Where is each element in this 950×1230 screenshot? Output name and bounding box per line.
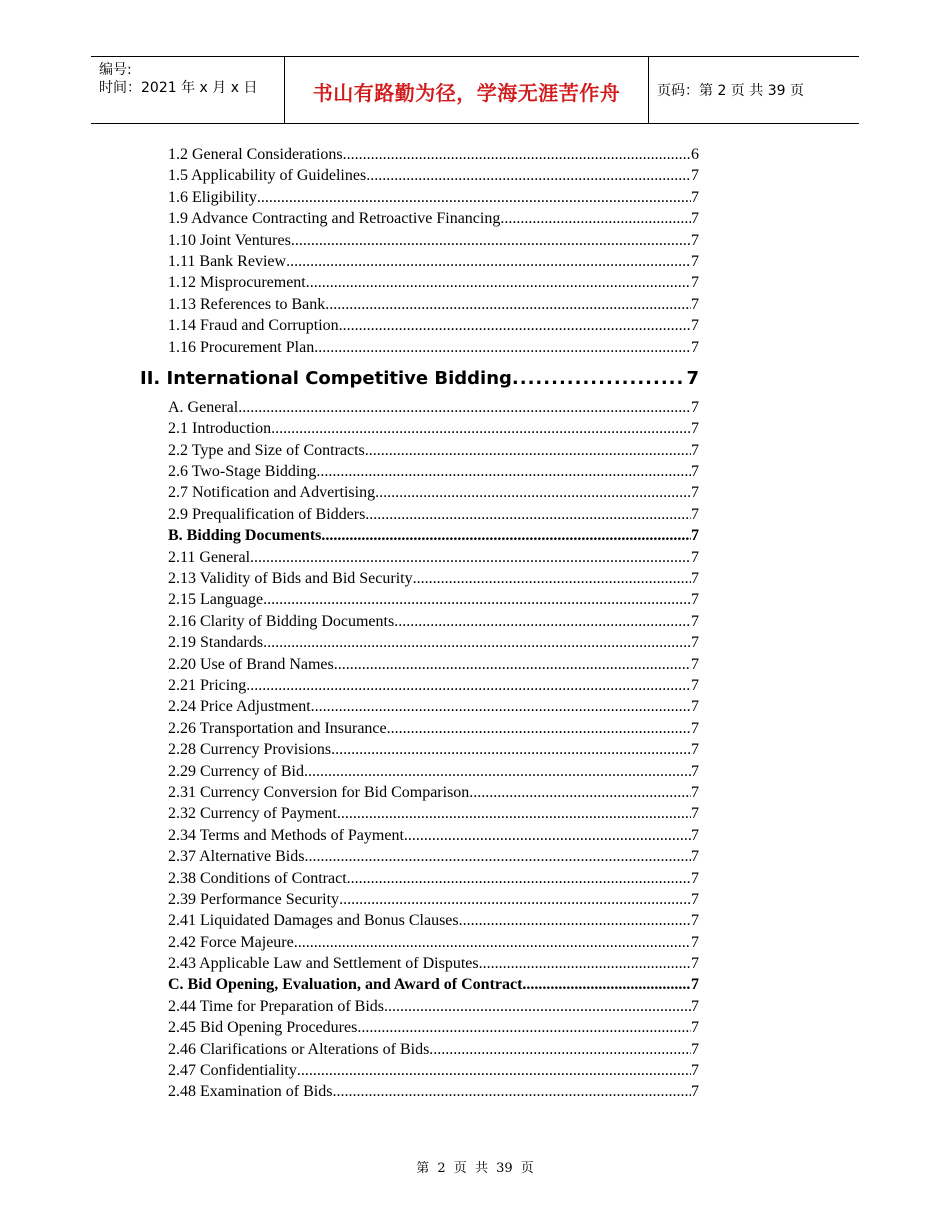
footer-page-word: 页: [453, 1161, 467, 1176]
toc-entry-page: 7: [691, 634, 699, 652]
toc-dot-leader: [366, 165, 691, 186]
footer-total-word: 共: [474, 1161, 488, 1176]
toc-dot-leader: [250, 547, 691, 568]
toc-entry[interactable]: [168, 718, 699, 739]
toc-dot-leader: [257, 187, 691, 208]
toc-entry[interactable]: [168, 337, 699, 358]
toc-dot-leader: [316, 461, 691, 482]
toc-dot-leader: [357, 1017, 691, 1038]
toc-entry[interactable]: [168, 315, 699, 336]
toc-entry-page: 7: [691, 420, 699, 438]
footer-current-page: 2: [437, 1161, 446, 1176]
toc-entry-title: 2.2 Type and Size of Contracts: [168, 441, 365, 459]
toc-entry[interactable]: [140, 364, 699, 394]
toc-entry-title: 2.43 Applicable Law and Settlement of Disputes: [168, 955, 479, 973]
toc-entry-title: 2.44 Time for Preparation of Bids: [168, 997, 384, 1015]
toc-entry[interactable]: [168, 825, 699, 846]
toc-entry[interactable]: [168, 397, 699, 418]
page-footer: [0, 1157, 950, 1176]
toc-entry[interactable]: [168, 632, 699, 653]
toc-entry-page: 7: [691, 1019, 699, 1037]
toc-entry-title: 2.39 Performance Security: [168, 890, 340, 908]
toc-entry-page: 7: [691, 274, 699, 292]
toc-entry-page: 7: [691, 676, 699, 694]
toc-dot-leader: [263, 632, 691, 653]
toc-entry[interactable]: [168, 1017, 699, 1038]
toc-entry-page: 7: [691, 655, 699, 673]
toc-dot-leader: [294, 932, 691, 953]
toc-entry[interactable]: [168, 482, 699, 503]
toc-entry-page: 7: [691, 338, 699, 356]
toc-dot-leader: [387, 718, 691, 739]
toc-entry-title: 2.16 Clarity of Bidding Documents: [168, 612, 395, 630]
toc-entry-title: 2.38 Conditions of Contract: [168, 869, 347, 887]
toc-entry[interactable]: [168, 230, 699, 251]
footer-prefix: 第: [416, 1161, 430, 1176]
toc-entry-page: 7: [691, 548, 699, 566]
toc-entry-page: 7: [691, 591, 699, 609]
toc-entry-title: II. International Competitive Bidding: [140, 367, 512, 389]
toc-entry[interactable]: [168, 1039, 699, 1060]
toc-entry-page: 7: [691, 698, 699, 716]
toc-entry-page: 7: [691, 741, 699, 759]
toc-dot-leader: [365, 504, 691, 525]
toc-entry[interactable]: [168, 974, 699, 995]
toc-entry[interactable]: [168, 251, 699, 272]
toc-entry[interactable]: [168, 547, 699, 568]
toc-dot-leader: [337, 803, 691, 824]
header-motto: 书山有路勤为径，学海无涯苦作舟: [285, 57, 649, 123]
toc-dot-leader: [459, 910, 691, 931]
toc-entry-page: 7: [691, 826, 699, 844]
toc-dot-leader: [512, 364, 687, 394]
toc-entry-page: 7: [691, 805, 699, 823]
toc-entry-title: 1.9 Advance Contracting and Retroactive Financing: [168, 210, 501, 228]
toc-entry-page: 7: [691, 441, 699, 459]
toc-entry-page: 7: [691, 890, 699, 908]
toc-dot-leader: [304, 846, 691, 867]
toc-entry-page: 7: [691, 210, 699, 228]
toc-dot-leader: [384, 996, 691, 1017]
footer-suffix: 页: [520, 1161, 534, 1176]
toc-entry-page: 7: [691, 933, 699, 951]
toc-entry[interactable]: [168, 739, 699, 760]
toc-entry[interactable]: [168, 1081, 699, 1102]
toc-entry[interactable]: [168, 761, 699, 782]
toc-dot-leader: [413, 568, 691, 589]
toc-entry[interactable]: [168, 1060, 699, 1081]
toc-dot-leader: [314, 337, 691, 358]
toc-entry-title: 2.11 General: [168, 548, 251, 566]
toc-entry-page: 7: [691, 1040, 699, 1058]
toc-entry-page: 7: [691, 527, 699, 545]
time-label: 时间：2021 年 x 月 x 日: [99, 80, 258, 96]
toc-entry[interactable]: [168, 996, 699, 1017]
toc-dot-leader: [522, 974, 691, 995]
toc-dot-leader: [291, 230, 691, 251]
toc-dot-leader: [347, 868, 691, 889]
toc-entry-page: 7: [691, 762, 699, 780]
toc-entry[interactable]: [168, 525, 699, 546]
toc-entry[interactable]: [168, 568, 699, 589]
toc-entry-page: 7: [691, 955, 699, 973]
toc-entry[interactable]: [168, 654, 699, 675]
toc-dot-leader: [339, 315, 691, 336]
toc-dot-leader: [479, 953, 691, 974]
toc-entry[interactable]: [168, 461, 699, 482]
toc-entry-page: 7: [691, 869, 699, 887]
toc-entry[interactable]: [168, 696, 699, 717]
toc-entry[interactable]: [168, 272, 699, 293]
toc-entry-title: C. Bid Opening, Evaluation, and Award of Contract: [168, 976, 523, 994]
toc-entry-title: 1.2 General Considerations: [168, 146, 343, 163]
toc-entry-page: 7: [691, 317, 699, 335]
toc-entry-page: 7: [691, 912, 699, 930]
toc-entry-page: 7: [691, 976, 699, 994]
toc-dot-leader: [263, 589, 691, 610]
toc-dot-leader: [343, 144, 691, 165]
toc-entry-title: 2.41 Liquidated Damages and Bonus Clauses: [168, 912, 459, 930]
toc-entry-title: 2.45 Bid Opening Procedures: [168, 1019, 358, 1037]
toc-entry-title: 2.42 Force Majeure: [168, 933, 294, 951]
toc-entry-page: 7: [691, 612, 699, 630]
table-of-contents: [140, 144, 699, 1103]
toc-entry[interactable]: [168, 782, 699, 803]
toc-dot-leader: [394, 611, 691, 632]
toc-entry[interactable]: [168, 504, 699, 525]
toc-entry-page: 7: [691, 463, 699, 481]
toc-entry-title: 2.13 Validity of Bids and Bid Security: [168, 570, 413, 588]
toc-entry-page: 7: [691, 295, 699, 313]
toc-dot-leader: [311, 696, 691, 717]
toc-dot-leader: [246, 675, 691, 696]
toc-entry-title: 2.26 Transportation and Insurance: [168, 719, 387, 737]
toc-entry-title: 2.21 Pricing: [168, 676, 247, 694]
toc-dot-leader: [334, 654, 691, 675]
toc-entry-title: 2.47 Confidentiality: [168, 1062, 297, 1080]
toc-entry-title: 1.5 Applicability of Guidelines: [168, 167, 367, 185]
toc-dot-leader: [306, 272, 691, 293]
toc-entry-title: 2.1 Introduction: [168, 420, 272, 438]
toc-dot-leader: [404, 825, 691, 846]
toc-entry-title: 1.12 Misprocurement: [168, 274, 306, 292]
toc-entry[interactable]: [168, 144, 699, 165]
toc-dot-leader: [332, 1081, 691, 1102]
toc-entry-page: 7: [691, 848, 699, 866]
toc-entry-title: 2.6 Two-Stage Bidding: [168, 463, 317, 481]
toc-entry-title: 2.34 Terms and Methods of Payment: [168, 826, 404, 844]
toc-entry-page: 7: [691, 783, 699, 801]
toc-entry-title: 1.6 Eligibility: [168, 188, 257, 206]
header-meta: [91, 57, 285, 123]
toc-entry-title: 2.19 Standards: [168, 634, 264, 652]
toc-dot-leader: [321, 525, 691, 546]
toc-entry-page: 7: [691, 1062, 699, 1080]
toc-dot-leader: [297, 1060, 691, 1081]
toc-entry-page: 7: [691, 570, 699, 588]
toc-entry-title: 2.15 Language: [168, 591, 264, 609]
toc-entry-title: 2.32 Currency of Payment: [168, 805, 337, 823]
toc-entry[interactable]: [168, 910, 699, 931]
toc-entry-page: 7: [691, 398, 699, 416]
toc-dot-leader: [325, 294, 691, 315]
toc-dot-leader: [500, 208, 691, 229]
footer-total-pages: 39: [496, 1161, 513, 1176]
toc-dot-leader: [286, 251, 691, 272]
toc-entry[interactable]: [168, 208, 699, 229]
toc-dot-leader: [271, 418, 691, 439]
toc-entry[interactable]: [168, 803, 699, 824]
toc-entry[interactable]: [168, 953, 699, 974]
toc-dot-leader: [469, 782, 691, 803]
toc-entry-page: 7: [691, 252, 699, 270]
toc-entry-title: 1.10 Joint Ventures: [168, 231, 291, 249]
toc-entry-title: 1.14 Fraud and Corruption: [168, 317, 339, 335]
toc-entry[interactable]: [168, 932, 699, 953]
toc-dot-leader: [375, 482, 691, 503]
toc-entry-title: 2.28 Currency Provisions: [168, 741, 332, 759]
toc-entry-title: 2.46 Clarifications or Alterations of Bids: [168, 1040, 430, 1058]
toc-entry[interactable]: [168, 165, 699, 186]
toc-entry-page: 6: [691, 146, 699, 163]
page-header: [91, 56, 859, 124]
toc-dot-leader: [429, 1039, 691, 1060]
toc-entry[interactable]: [168, 868, 699, 889]
toc-entry-page: 7: [691, 997, 699, 1015]
toc-dot-leader: [304, 761, 691, 782]
toc-entry[interactable]: [168, 889, 699, 910]
toc-entry[interactable]: [168, 846, 699, 867]
toc-entry[interactable]: [168, 675, 699, 696]
code-label: 编号:: [99, 62, 132, 78]
toc-entry-title: 2.48 Examination of Bids: [168, 1083, 333, 1101]
toc-entry-page: 7: [691, 719, 699, 737]
toc-entry-page: 7: [691, 484, 699, 502]
toc-entry[interactable]: [168, 418, 699, 439]
toc-entry-page: 7: [691, 231, 699, 249]
toc-entry-title: 1.11 Bank Review: [168, 252, 287, 270]
toc-entry[interactable]: [168, 294, 699, 315]
toc-entry-title: 2.29 Currency of Bid: [168, 762, 304, 780]
toc-entry-page: 7: [686, 367, 699, 389]
toc-entry[interactable]: [168, 589, 699, 610]
toc-entry-title: 2.37 Alternative Bids: [168, 848, 305, 866]
toc-entry-page: 7: [691, 1083, 699, 1101]
toc-entry[interactable]: [168, 611, 699, 632]
toc-dot-leader: [365, 440, 691, 461]
toc-entry-title: 2.20 Use of Brand Names: [168, 655, 334, 673]
header-page-label: 页码：第 2 页 共 39 页: [657, 83, 804, 99]
toc-entry-title: 2.31 Currency Conversion for Bid Comparison: [168, 783, 470, 801]
toc-dot-leader: [331, 739, 691, 760]
toc-entry-title: 1.16 Procurement Plan: [168, 338, 315, 356]
toc-entry-title: 2.7 Notification and Advertising: [168, 484, 376, 502]
toc-entry-title: 2.9 Prequalification of Bidders: [168, 505, 366, 523]
toc-entry-title: 1.13 References to Bank: [168, 295, 326, 313]
toc-entry-page: 7: [691, 167, 699, 185]
toc-entry[interactable]: [168, 187, 699, 208]
toc-dot-leader: [238, 397, 691, 418]
toc-entry-page: 7: [691, 188, 699, 206]
toc-entry-title: 2.24 Price Adjustment: [168, 698, 311, 716]
toc-entry-title: B. Bidding Documents: [168, 527, 322, 545]
toc-entry-title: A. General: [168, 398, 239, 416]
toc-entry[interactable]: [168, 440, 699, 461]
toc-entry-page: 7: [691, 505, 699, 523]
toc-dot-leader: [339, 889, 691, 910]
